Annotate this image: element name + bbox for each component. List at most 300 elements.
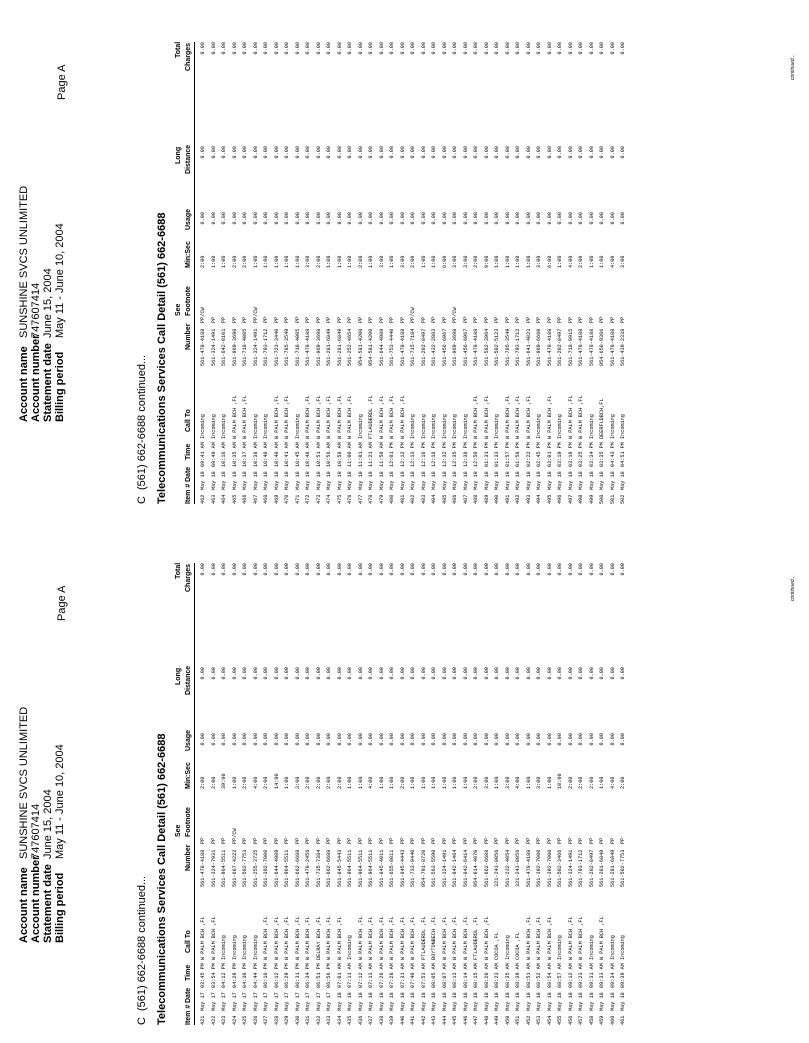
call-to: Incoming <box>494 414 500 439</box>
call-date: May 18 <box>305 471 311 490</box>
usage-charge: 0.00 <box>452 212 458 225</box>
total-charge: 0.00 <box>557 563 563 576</box>
long-distance-charge: 0.00 <box>578 667 584 680</box>
footnote: PP <box>504 316 511 323</box>
call-to: W PALM BCH ,FL <box>441 916 448 960</box>
call-number: 561-456-6967 <box>462 328 469 366</box>
item-number: 485 <box>441 494 448 504</box>
call-time: 09:41 AM <box>200 442 206 467</box>
table-row <box>303 563 314 1025</box>
item-number: 474 <box>326 494 332 504</box>
usage-charge: 0.00 <box>221 212 227 225</box>
call-date: May 18 <box>200 471 206 490</box>
table-row <box>261 563 272 1025</box>
call-number: 561-964-5511 <box>368 849 374 887</box>
billing-period: May 11 - June 10, 2004 <box>54 223 66 338</box>
call-time: 10:16 AM <box>221 442 227 467</box>
usage-charge: 0.00 <box>399 733 406 746</box>
call-time: 12:12 PM <box>399 442 406 467</box>
call-number: 561-964-5511 <box>347 849 353 887</box>
call-to: W PALM BCH ,FL <box>483 395 490 439</box>
duration: 3:00 <box>462 255 469 268</box>
item-number: 422 <box>210 1015 217 1025</box>
call-time: 06:31 PM <box>294 963 301 988</box>
total-charge: 0.00 <box>462 42 469 55</box>
total-charge: 0.00 <box>305 563 311 576</box>
duration: 2:00 <box>473 255 479 268</box>
account-number: 747607414 <box>30 282 42 338</box>
long-distance-charge: 0.00 <box>326 667 332 680</box>
table-row <box>566 42 577 504</box>
total-charge: 0.00 <box>221 563 227 576</box>
item-number: 464 <box>221 494 227 504</box>
duration: 1:00 <box>452 776 458 789</box>
total-charge: 0.00 <box>420 42 427 55</box>
call-date: May 17 <box>242 992 248 1011</box>
call-date: May 17 <box>263 992 269 1011</box>
call-date: May 18 <box>410 992 416 1011</box>
long-distance-charge: 0.00 <box>242 667 248 680</box>
item-number: 495 <box>546 494 553 504</box>
call-number: 561-202-8497 <box>557 328 563 366</box>
total-charge: 0.00 <box>273 563 280 576</box>
duration: 3:00 <box>620 255 626 268</box>
call-to: W PALM BCH ,FL <box>336 395 343 439</box>
item-number: 452 <box>525 1015 532 1025</box>
call-date: May 18 <box>557 992 563 1011</box>
footnote: PP <box>588 316 595 323</box>
call-number: 561-478-4188 <box>200 849 206 887</box>
call-time: 04:43 PM <box>609 442 616 467</box>
duration: 4:00 <box>609 776 616 789</box>
call-to: W PALM BCH ,FL <box>273 395 280 439</box>
table-row <box>303 42 314 504</box>
usage-charge: 0.00 <box>347 733 353 746</box>
total-charge: 0.00 <box>536 563 542 576</box>
call-time: 08:15 AM <box>473 963 479 988</box>
call-time: 10:37 AM <box>242 442 248 467</box>
footnote: PP <box>231 316 238 323</box>
duration: 1:00 <box>368 255 374 268</box>
call-time: 04:30 PM <box>242 963 248 988</box>
duration: 1:00 <box>525 255 532 268</box>
duration: 1:00 <box>263 255 269 268</box>
table-row <box>345 42 356 504</box>
call-time: 06:12 PM <box>273 963 280 988</box>
call-to: Incoming <box>462 414 469 439</box>
long-distance-charge: 0.00 <box>231 667 238 680</box>
call-to: Incoming <box>200 414 206 439</box>
duration: 4:00 <box>567 255 574 268</box>
long-distance-charge: 0.00 <box>620 667 626 680</box>
total-charge: 0.00 <box>294 563 301 576</box>
call-number: 561-842-6414 <box>462 849 469 887</box>
call-number: 561-478-2456 <box>305 849 311 887</box>
long-distance-charge: 0.00 <box>557 667 563 680</box>
item-number: 465 <box>231 494 238 504</box>
item-number: 498 <box>578 494 584 504</box>
table-row <box>450 563 461 1025</box>
call-number: 561-563-5590 <box>431 849 437 887</box>
duration: 2:00 <box>231 255 238 268</box>
total-charge: 0.00 <box>210 563 217 576</box>
call-date: May 18 <box>620 471 626 490</box>
call-date: May 18 <box>483 992 490 1011</box>
call-date: May 18 <box>326 471 332 490</box>
duration: 1:00 <box>599 255 605 268</box>
duration: 4:00 <box>515 776 521 789</box>
table-row <box>293 563 304 1025</box>
call-to: W PALM BCH ,FL <box>326 916 332 960</box>
statement-page-left <box>0 522 809 1043</box>
phone-continued-heading <box>136 876 148 1025</box>
call-date: May 18 <box>357 992 364 1011</box>
long-distance-charge: 0.00 <box>525 667 532 680</box>
call-date: May 18 <box>536 471 542 490</box>
total-charge: 0.00 <box>431 563 437 576</box>
call-to: W PALM BCH ,FL <box>504 395 511 439</box>
call-date: May 18 <box>399 992 406 1011</box>
footnote: PP <box>567 316 574 323</box>
call-to: W PALM BCH ,FL <box>284 916 290 960</box>
duration: 1:00 <box>494 255 500 268</box>
item-number: 468 <box>263 494 269 504</box>
total-charge: 0.00 <box>599 563 605 576</box>
call-time: 07:13 AM <box>368 963 374 988</box>
call-number: 561-644-4989 <box>378 328 385 366</box>
item-number: 492 <box>515 494 521 504</box>
long-distance-charge: 0.00 <box>389 146 395 159</box>
call-number: 561-478-4188 <box>305 328 311 366</box>
call-date: May 17 <box>200 992 206 1011</box>
call-number: 561-662-6688 <box>483 849 490 887</box>
footnote: PP <box>620 837 626 844</box>
call-date: May 17 <box>294 992 301 1011</box>
footnote: PP <box>389 837 395 844</box>
usage-charge: 0.00 <box>452 733 458 746</box>
item-number: 461 <box>620 1015 626 1025</box>
call-to: W PALM BCH ,FL <box>525 916 532 960</box>
long-distance-charge: 0.00 <box>515 146 521 159</box>
usage-charge: 0.00 <box>315 733 322 746</box>
duration: 1:00 <box>347 776 353 789</box>
footnote: PP <box>315 837 322 844</box>
call-to: W PALM BCH ,FL <box>578 916 584 960</box>
long-distance-charge: 0.00 <box>221 667 227 680</box>
item-number: 497 <box>567 494 574 504</box>
call-number: 561-969-6660 <box>536 328 542 366</box>
usage-charge: 0.00 <box>273 733 280 746</box>
total-charge: 0.00 <box>242 563 248 576</box>
total-charge: 0.00 <box>588 42 595 55</box>
item-number: 502 <box>620 494 626 504</box>
total-charge: 0.00 <box>399 42 406 55</box>
item-number: 429 <box>284 1015 290 1025</box>
call-to: Incoming <box>221 935 227 960</box>
call-time: 08:35 AM <box>504 963 511 988</box>
long-distance-charge: 0.00 <box>494 146 500 159</box>
call-date: May 18 <box>242 471 248 490</box>
table-row <box>471 42 482 504</box>
usage-charge: 0.00 <box>620 733 626 746</box>
duration: 3:00 <box>294 776 301 789</box>
call-time: 03:19 PM <box>567 442 574 467</box>
usage-charge: 0.00 <box>420 733 427 746</box>
duration: 1:00 <box>494 776 500 789</box>
footnote: PP <box>483 837 490 844</box>
call-to: Incoming <box>210 414 217 439</box>
call-date: May 18 <box>378 471 385 490</box>
footnote: PP <box>588 837 595 844</box>
usage-charge: 0.00 <box>231 212 238 225</box>
call-date: May 18 <box>210 471 217 490</box>
call-to: FTLAUDERDL ,FL <box>368 395 374 439</box>
statement-date-label: Statement date <box>42 343 54 422</box>
call-to: Incoming <box>620 414 626 439</box>
item-number: 460 <box>609 1015 616 1025</box>
footnote: PP <box>599 837 605 844</box>
call-date: May 18 <box>515 992 521 1011</box>
section-title: Telecommunications Services Call Detail (561) 662-6688 <box>156 212 168 504</box>
duration: 2:00 <box>263 776 269 789</box>
item-number: 431 <box>305 1015 311 1025</box>
footnote: PP <box>284 316 290 323</box>
long-distance-charge: 0.00 <box>483 667 490 680</box>
call-to: FTLAUDERDL ,FL <box>420 916 427 960</box>
usage-charge: 0.00 <box>483 212 490 225</box>
item-number: 499 <box>588 494 595 504</box>
total-charge: 0.00 <box>620 563 626 576</box>
duration: 3:00 <box>452 255 458 268</box>
call-date: May 17 <box>221 992 227 1011</box>
item-number: 479 <box>378 494 385 504</box>
long-distance-charge: 0.00 <box>609 667 616 680</box>
call-to: W PALM BCH ,FL <box>200 916 206 960</box>
duration: 6:00 <box>441 255 448 268</box>
item-number: 439 <box>389 1015 395 1025</box>
call-number: 561-255-3725 <box>252 849 259 887</box>
call-date: May 18 <box>336 992 343 1011</box>
duration: 3:00 <box>536 776 542 789</box>
call-to: W PALM BCH ,FL <box>347 395 353 439</box>
total-charge: 0.00 <box>473 563 479 576</box>
item-number: 450 <box>504 1015 511 1025</box>
table-row <box>335 563 346 1025</box>
long-distance-charge: 0.00 <box>200 146 206 159</box>
call-to: W PALM BCH ,FL <box>515 395 521 439</box>
duration: 1:00 <box>326 255 332 268</box>
item-number: 427 <box>263 1015 269 1025</box>
total-charge: 0.00 <box>609 42 616 55</box>
long-distance-charge: 0.00 <box>462 667 469 680</box>
call-time: 09:49 AM <box>210 442 217 467</box>
total-charge: 0.00 <box>263 42 269 55</box>
long-distance-charge: 0.00 <box>378 146 385 159</box>
item-number: 463 <box>210 494 217 504</box>
footnote: PP <box>315 316 322 323</box>
call-number: 561-324-1491 <box>210 328 217 366</box>
duration: 2:00 <box>578 255 584 268</box>
usage-charge: 0.00 <box>389 212 395 225</box>
footnote: PP <box>305 316 311 323</box>
call-date: May 18 <box>599 471 605 490</box>
call-date: May 18 <box>588 992 595 1011</box>
table-row <box>534 563 545 1025</box>
call-to: W PALM BCH ,FL <box>210 916 217 960</box>
call-time: 09:31 AM <box>588 963 595 988</box>
call-time: 08:57 AM <box>557 963 563 988</box>
call-date: May 18 <box>473 471 479 490</box>
page-label: Page A <box>56 64 68 100</box>
long-distance-charge: 0.00 <box>525 146 532 159</box>
call-number: 561-281-6849 <box>326 328 332 366</box>
call-date: May 18 <box>462 471 469 490</box>
table-row <box>240 42 251 504</box>
item-number: 446 <box>462 1015 469 1025</box>
duration: 4:00 <box>609 255 616 268</box>
duration: 2:00 <box>357 255 364 268</box>
table-row <box>618 563 629 1025</box>
item-number: 432 <box>315 1015 322 1025</box>
call-time: 08:14 AM <box>462 963 469 988</box>
item-number: 459 <box>599 1015 605 1025</box>
table-row <box>576 563 587 1025</box>
usage-charge: 0.00 <box>368 733 374 746</box>
call-date: May 18 <box>504 471 511 490</box>
call-time: 07:26 AM <box>378 963 385 988</box>
call-to: W PALM BCH ,FL <box>294 916 301 960</box>
table-row <box>429 563 440 1025</box>
call-date: May 18 <box>494 992 500 1011</box>
long-distance-charge: 0.00 <box>252 146 259 159</box>
footnote: PP <box>473 837 479 844</box>
total-charge: 0.00 <box>420 563 427 576</box>
duration: 1:00 <box>294 255 301 268</box>
long-distance-charge: 0.00 <box>620 146 626 159</box>
duration: 2:00 <box>326 776 332 789</box>
item-number: 442 <box>420 1015 427 1025</box>
call-to: W PALM BCH ,FL <box>462 916 469 960</box>
call-number: 561-324-1491 <box>252 328 259 366</box>
item-number: 438 <box>378 1015 385 1025</box>
total-charge: 0.00 <box>504 42 511 55</box>
footnote: PP/CW <box>452 307 458 323</box>
item-number: 444 <box>441 1015 448 1025</box>
call-time: 12:13 PM <box>410 442 416 467</box>
long-distance-charge: 0.00 <box>273 667 280 680</box>
item-number: 483 <box>420 494 427 504</box>
table-row <box>555 563 566 1025</box>
call-date: May 18 <box>504 992 511 1011</box>
duration: 4:00 <box>252 776 259 789</box>
call-time: 01:31 PM <box>483 442 490 467</box>
long-distance-charge: 0.00 <box>399 667 406 680</box>
long-distance-charge: 0.00 <box>441 667 448 680</box>
footnote: PP <box>200 837 206 844</box>
footnote: PP <box>431 837 437 844</box>
duration: 2:00 <box>620 776 626 789</box>
usage-charge: 0.00 <box>515 733 521 746</box>
call-detail-table <box>198 563 629 1025</box>
call-date: May 18 <box>525 471 532 490</box>
call-time: 08:07 AM <box>441 963 448 988</box>
call-time: 10:56 AM <box>326 442 332 467</box>
table-row <box>377 42 388 504</box>
table-row <box>219 563 230 1025</box>
call-to: Incoming <box>252 935 259 960</box>
duration: 2:00 <box>410 255 416 268</box>
footnote: PP <box>221 316 227 323</box>
total-charge: 0.00 <box>336 563 343 576</box>
table-row <box>293 42 304 504</box>
call-to: Incoming <box>588 414 595 439</box>
usage-charge: 0.00 <box>609 212 616 225</box>
table-row <box>503 42 514 504</box>
footnote: PP <box>305 837 311 844</box>
long-distance-charge: 0.00 <box>609 146 616 159</box>
total-charge: 0.00 <box>483 563 490 576</box>
call-number: 561-281-6849 <box>599 849 605 887</box>
call-time: 12:35 PM <box>452 442 458 467</box>
footnote: PP <box>462 316 469 323</box>
usage-charge: 0.00 <box>536 212 542 225</box>
call-time: 08:20 AM <box>483 963 490 988</box>
total-charge: 0.00 <box>567 563 574 576</box>
usage-charge: 0.00 <box>242 733 248 746</box>
table-row <box>566 563 577 1025</box>
usage-charge: 0.00 <box>473 212 479 225</box>
call-number: 561-324-1491 <box>567 849 574 887</box>
call-to: Incoming <box>252 414 259 439</box>
total-charge: 0.00 <box>252 563 259 576</box>
call-number: 561-478-4188 <box>473 328 479 366</box>
call-time: 03:01 PM <box>546 442 553 467</box>
call-time: 10:48 AM <box>305 442 311 467</box>
total-charge: 0.00 <box>483 42 490 55</box>
footnote: PP <box>273 316 280 323</box>
footnote: PP <box>263 316 269 323</box>
duration: 2:00 <box>210 776 217 789</box>
table-row <box>366 563 377 1025</box>
usage-charge: 0.00 <box>326 212 332 225</box>
item-number: 482 <box>410 494 416 504</box>
phone-continued-text: (561) 662-6688 continued... <box>136 354 148 491</box>
usage-charge: 0.00 <box>504 733 511 746</box>
call-to: W PALM BCH ,FL <box>399 395 406 439</box>
usage-charge: 0.00 <box>557 733 563 746</box>
call-to: W PALM BCH ,FL <box>483 916 490 960</box>
duration: 1:00 <box>588 255 595 268</box>
table-row <box>534 42 545 504</box>
call-to: Incoming <box>231 935 238 960</box>
total-charge: 0.00 <box>378 42 385 55</box>
item-number: 424 <box>231 1015 238 1025</box>
section-letter: C <box>136 1017 148 1025</box>
call-number: 954-581-4200 <box>368 328 374 366</box>
usage-charge: 0.00 <box>546 733 553 746</box>
total-charge: 0.00 <box>494 563 500 576</box>
call-time: 03:45 PM <box>200 963 206 988</box>
header-time: Time <box>185 443 192 460</box>
call-number: 561-662-6688 <box>294 849 301 887</box>
call-time: 06:51 PM <box>315 963 322 988</box>
call-to: W PALM BCH ,FL <box>368 916 374 960</box>
table-row <box>608 42 619 504</box>
usage-charge: 0.00 <box>242 212 248 225</box>
footnote: PP <box>620 316 626 323</box>
usage-charge: 0.00 <box>336 733 343 746</box>
long-distance-charge: 0.00 <box>504 667 511 680</box>
